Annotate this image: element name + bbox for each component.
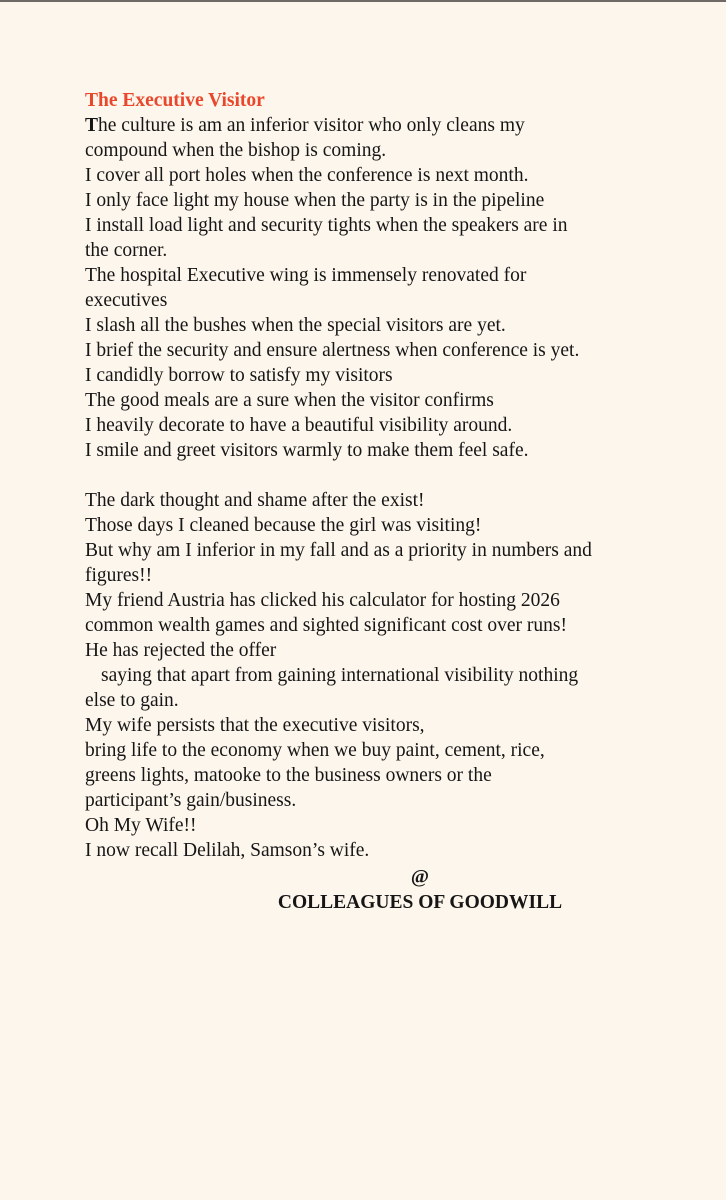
signature-name: COLLEAGUES OF GOODWILL — [277, 892, 563, 913]
stanza-2 — [85, 488, 665, 863]
poem-line: I smile and greet visitors warmly to make them feel safe. — [85, 440, 529, 461]
poem-line: figures!! — [85, 565, 153, 586]
drop-cap: T — [85, 115, 99, 136]
poem-line: Those days I cleaned because the girl was visiting! — [85, 515, 482, 536]
poem-line: I slash all the bushes when the special visitors are yet. — [85, 315, 506, 336]
poem-line: My friend Austria has clicked his calculator for hosting 2026 — [85, 590, 560, 611]
poem-line: compound when the bishop is coming. — [85, 140, 387, 161]
poem-line: I candidly borrow to satisfy my visitors — [85, 365, 393, 386]
poem-line: participant’s gain/business. — [85, 790, 297, 811]
poem-line: the corner. — [85, 240, 168, 261]
poem-line: The hospital Executive wing is immensely renovated for — [85, 265, 527, 286]
poem-line: I now recall Delilah, Samson’s wife. — [85, 840, 370, 861]
poem-line: greens lights, matooke to the business owners or the — [85, 765, 492, 786]
signature-at: @ — [410, 867, 430, 888]
poem-line: else to gain. — [85, 690, 179, 711]
top-border — [0, 0, 726, 2]
poem — [85, 88, 665, 915]
signature — [85, 865, 665, 915]
poem-line: I heavily decorate to have a beautiful visibility around. — [85, 415, 513, 436]
poem-line: saying that apart from gaining international visibility nothing — [101, 665, 579, 686]
poem-line: common wealth games and sighted significant cost over runs! — [85, 615, 567, 636]
poem-line: The good meals are a sure when the visitor confirms — [85, 390, 494, 411]
first-line-text: he culture is am an inferior visitor who only cleans my — [98, 115, 525, 136]
poem-line: I cover all port holes when the conference is next month. — [85, 165, 529, 186]
poem-line — [85, 113, 665, 138]
poem-line: He has rejected the offer — [85, 640, 277, 661]
poem-line: But why am I inferior in my fall and as a priority in numbers and — [85, 540, 592, 561]
poem-title: The Executive Visitor — [85, 90, 265, 111]
poem-line: bring life to the economy when we buy paint, cement, rice, — [85, 740, 545, 761]
poem-line: The dark thought and shame after the exist! — [85, 490, 425, 511]
stanza-break — [85, 463, 665, 488]
poem-line: My wife persists that the executive visitors, — [85, 715, 425, 736]
poem-line: I brief the security and ensure alertness when conference is yet. — [85, 340, 580, 361]
poem-line: executives — [85, 290, 168, 311]
poem-line: I install load light and security tights when the speakers are in — [85, 215, 568, 236]
poem-line: I only face light my house when the party is in the pipeline — [85, 190, 545, 211]
poem-line: Oh My Wife!! — [85, 815, 197, 836]
stanza-1 — [85, 113, 665, 463]
